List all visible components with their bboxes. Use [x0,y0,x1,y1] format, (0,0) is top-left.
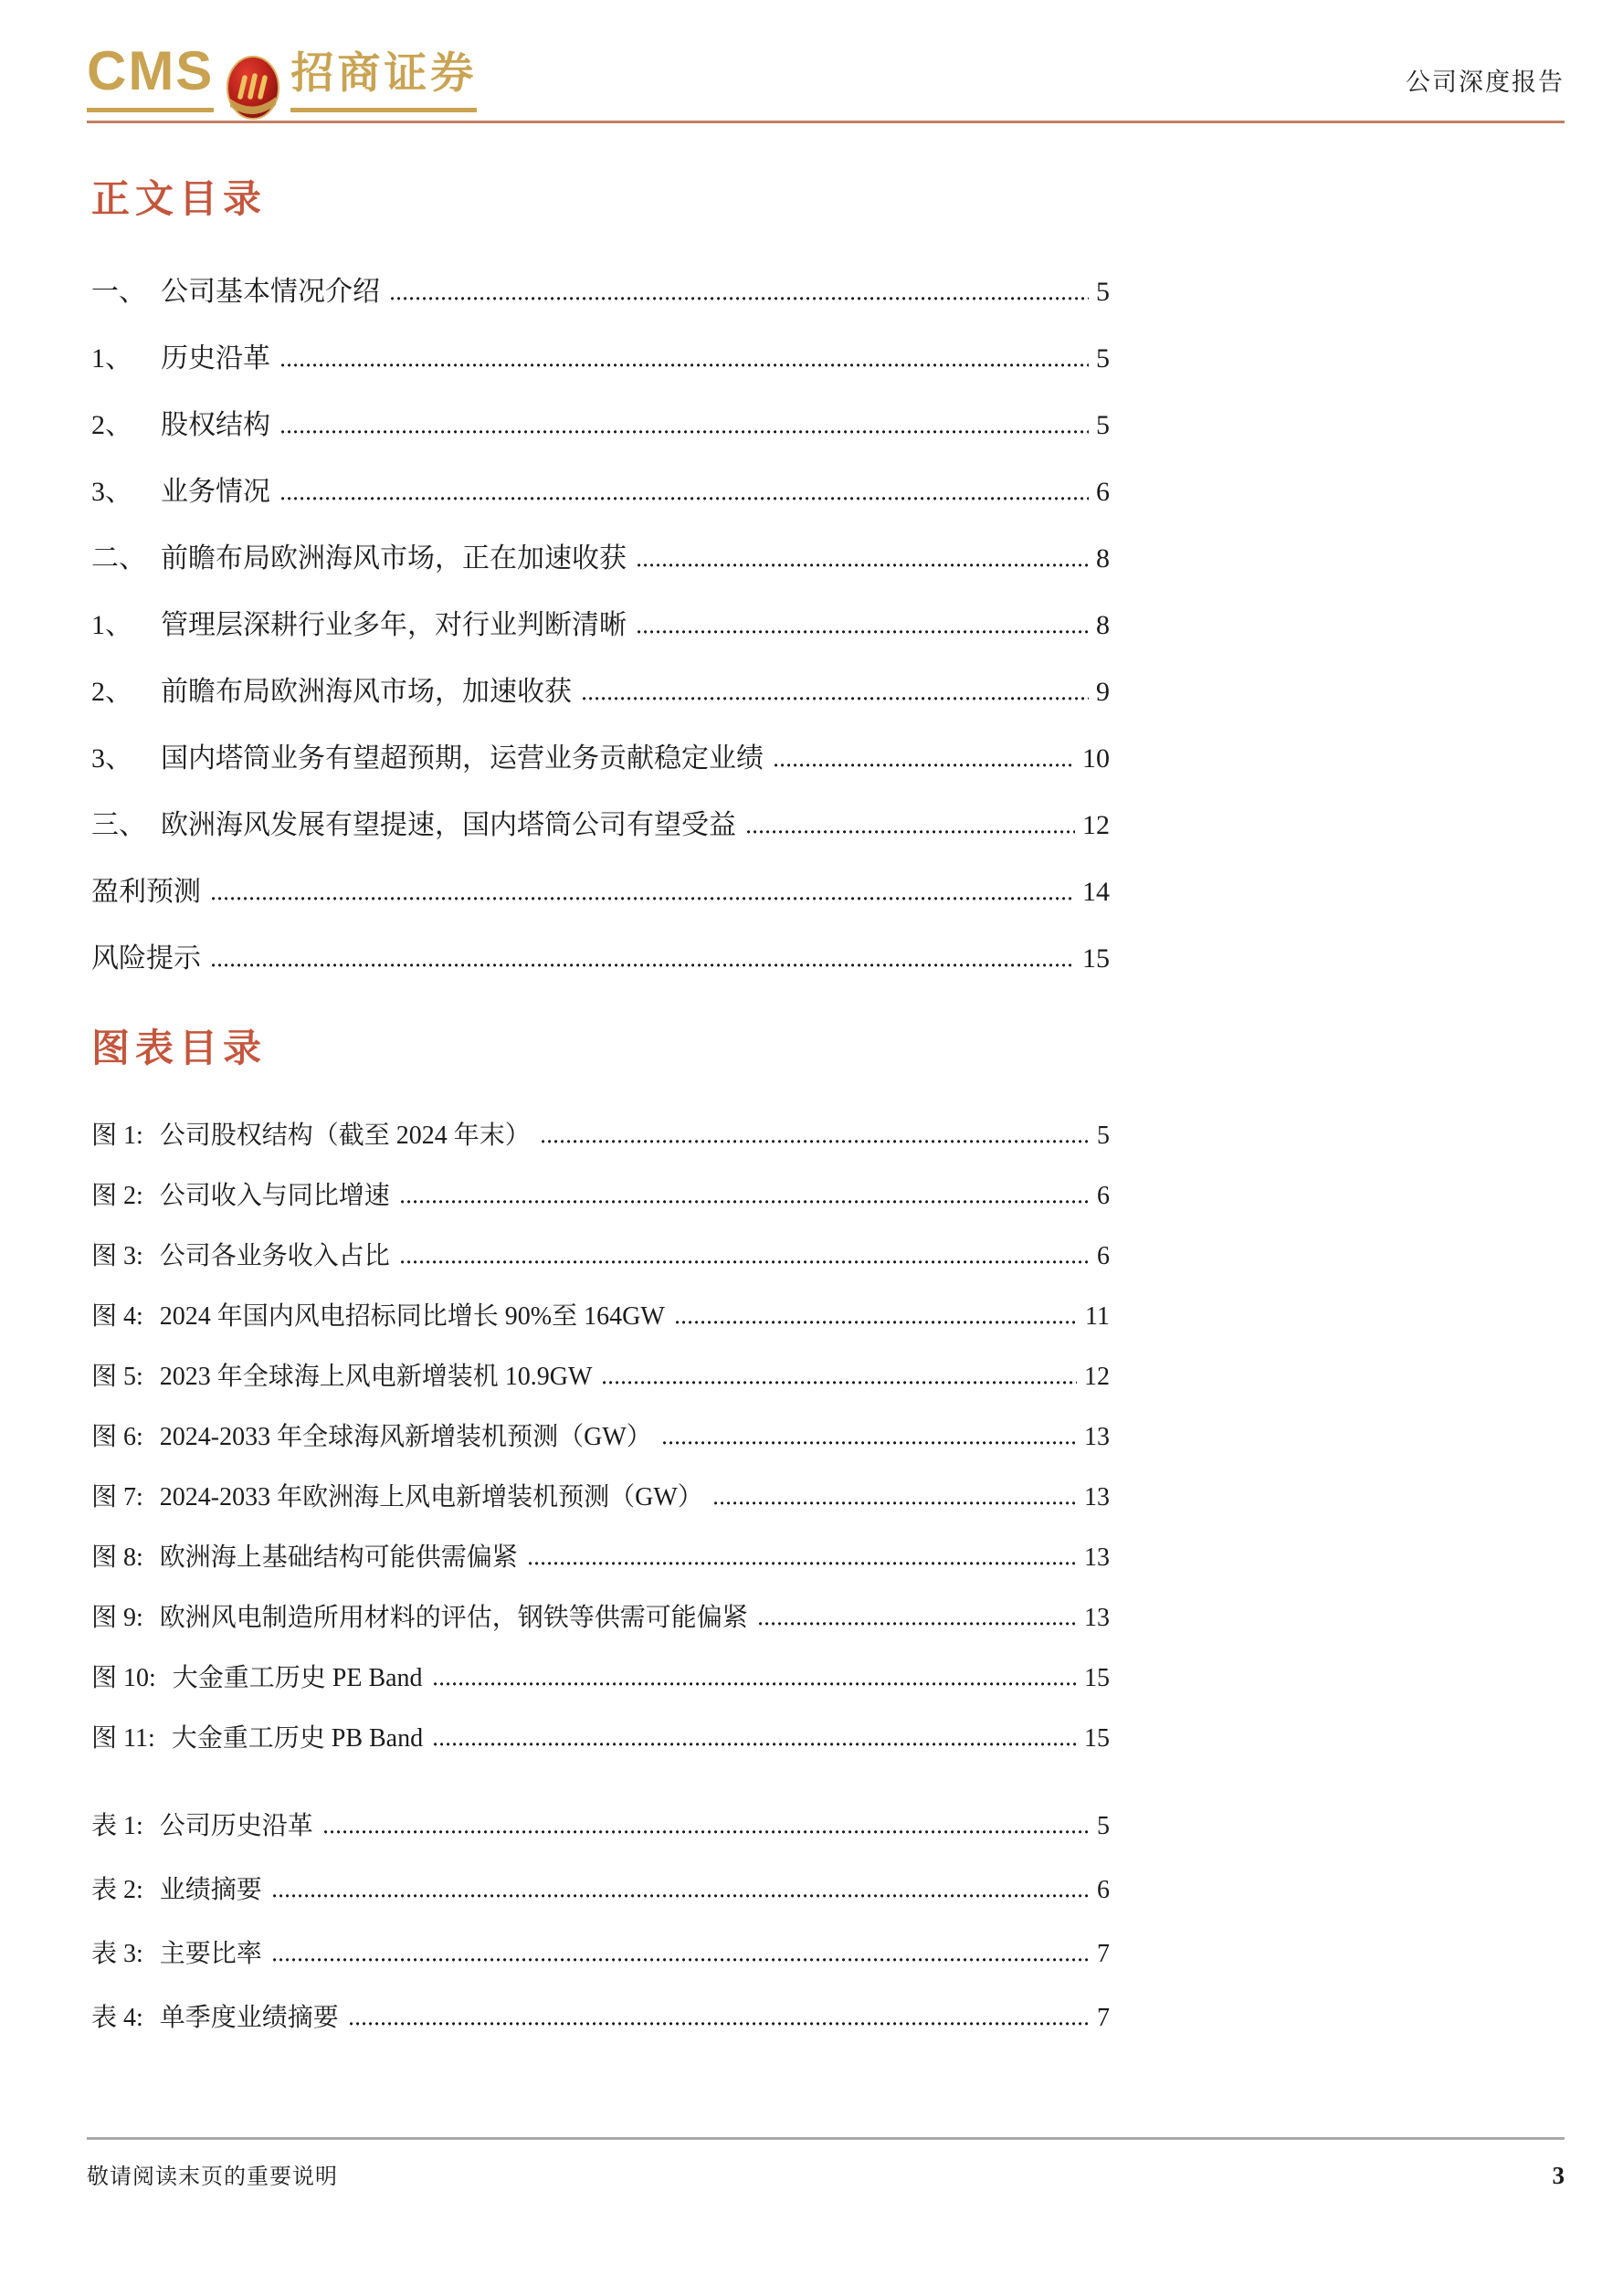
figure-entry[interactable] [91,1301,1110,1331]
dot-leader [747,830,1075,834]
figure-entry[interactable] [91,1482,1110,1511]
dot-leader [401,1200,1090,1204]
entry-number: 3、 [91,743,132,774]
entry-number: 图 8: [91,1543,143,1572]
figures-section-title: 图表目录 [91,1028,268,1071]
entry-page-number: 5 [1097,1811,1110,1840]
entry-page-number: 12 [1084,1362,1110,1391]
entry-number: 图 6: [91,1422,143,1451]
entry-label: 2024-2033 年全球海风新增装机预测（GW） [159,1422,652,1451]
dot-leader [676,1321,1078,1324]
entry-label: 2023 年全球海上风电新增装机 10.9GW [159,1362,593,1391]
footer-page-number: 3 [1552,2162,1565,2189]
entry-number: 2、 [91,677,132,708]
contents-page [91,178,1110,2070]
entry-page-number: 11 [1085,1301,1110,1331]
entry-label: 股权结构 [161,410,270,441]
entry-number: 图 4: [91,1301,143,1331]
entry-label: 业务情况 [161,477,270,508]
entry-label: 公司基本情况介绍 [161,277,380,308]
cms-badge-icon [225,55,281,125]
entry-label: 2024 年国内风电招标同比增长 90%至 164GW [159,1301,665,1331]
dot-leader [273,1958,1090,1962]
table-list [91,1811,1110,2032]
entry-label: 公司股权结构（截至 2024 年末） [159,1121,531,1150]
figure-entry[interactable] [91,1123,1110,1149]
table-entry[interactable] [91,1939,1110,1968]
figure-entry[interactable] [91,1663,1110,1692]
cms-logo-text: CMS [87,44,214,112]
toc-entry[interactable] [91,745,1110,773]
entry-page-number: 8 [1096,543,1110,574]
entry-page-number: 9 [1096,677,1110,708]
entry-number: 2、 [91,410,132,441]
report-type-label: 公司深度报告 [1406,68,1565,96]
entry-label: 前瞻布局欧洲海风市场，加速收获 [161,677,572,708]
toc-section-title: 正文目录 [91,179,268,221]
entry-number: 一、 [91,277,146,308]
dot-leader [638,630,1089,634]
toc-entry[interactable] [91,412,1110,439]
page-footer [87,2137,1565,2190]
dot-leader [759,1622,1077,1626]
entry-number: 图 7: [91,1482,143,1511]
dot-leader [583,697,1089,700]
entry-label: 欧洲风电制造所用材料的评估，钢铁等供需可能偏紧 [159,1603,748,1632]
dot-leader [434,1682,1077,1686]
dot-leader [775,764,1075,767]
entry-page-number: 5 [1096,277,1110,308]
entry-page-number: 7 [1097,2003,1110,2032]
footer-disclaimer: 敬请阅读末页的重要说明 [87,2165,338,2189]
entry-label: 风险提示 [91,943,201,974]
entry-page-number: 5 [1096,343,1110,374]
figure-entry[interactable] [91,1723,1110,1753]
table-entry[interactable] [91,1875,1110,1904]
brand-name-text: 招商证券 [290,53,477,112]
toc-entry[interactable] [91,545,1110,573]
entry-page-number: 5 [1097,1121,1110,1150]
entry-label: 2024-2033 年欧洲海上风电新增装机预测（GW） [159,1482,703,1511]
toc-entry[interactable] [91,479,1110,506]
dot-leader [350,2022,1090,2026]
entry-page-number: 12 [1082,810,1110,841]
entry-page-number: 13 [1084,1543,1110,1572]
figure-list [91,1123,1110,1752]
dot-leader [434,1743,1077,1746]
entry-page-number: 15 [1084,1663,1110,1692]
entry-label: 盈利预测 [91,877,201,908]
entry-page-number: 6 [1096,477,1110,508]
table-entry[interactable] [91,2003,1110,2032]
entry-label: 国内塔筒业务有望超预期，运营业务贡献稳定业绩 [161,743,764,774]
dot-leader [542,1140,1090,1143]
entry-label: 公司历史沿革 [159,1811,313,1840]
dot-leader [663,1441,1077,1445]
entry-number: 图 2: [91,1181,143,1210]
dot-leader [714,1501,1077,1505]
dot-leader [281,363,1089,367]
entry-page-number: 10 [1082,743,1110,774]
toc-entry[interactable] [91,279,1110,306]
entry-page-number: 8 [1096,610,1110,641]
dot-leader [529,1562,1077,1565]
entry-number: 图 1: [91,1121,143,1150]
dot-leader [273,1894,1090,1898]
entry-label: 公司各业务收入占比 [159,1241,390,1270]
dot-leader [603,1381,1077,1385]
entry-label: 欧洲海风发展有望提速，国内塔筒公司有望受益 [161,810,736,841]
toc-entry[interactable] [91,345,1110,373]
dot-leader [212,897,1075,900]
entry-label: 管理层深耕行业多年，对行业判断清晰 [161,610,627,641]
dot-leader [401,1260,1090,1264]
entry-page-number: 13 [1084,1482,1110,1511]
entry-number: 1、 [91,343,132,374]
entry-number: 三、 [91,810,146,841]
toc-list [91,279,1110,973]
entry-page-number: 7 [1097,1939,1110,1968]
entry-page-number: 15 [1084,1723,1110,1753]
dot-leader [324,1830,1090,1834]
entry-label: 大金重工历史 PE Band [172,1663,423,1692]
entry-label: 历史沿革 [161,343,270,374]
cms-logo [87,40,478,112]
entry-label: 主要比率 [159,1939,262,1968]
dot-leader [391,297,1089,300]
entry-page-number: 15 [1082,943,1110,974]
entry-number: 表 1: [91,1811,143,1840]
entry-label: 公司收入与同比增速 [159,1181,390,1210]
entry-number: 表 3: [91,1939,143,1968]
figure-entry[interactable] [91,1181,1110,1210]
header-divider [87,121,1565,123]
toc-entry[interactable] [91,679,1110,706]
dot-leader [281,430,1089,434]
page-header [87,0,1565,123]
entry-label: 前瞻布局欧洲海风市场，正在加速收获 [161,543,627,574]
entry-label: 业绩摘要 [159,1875,262,1904]
entry-number: 图 10: [91,1663,156,1692]
toc-entry[interactable] [91,612,1110,639]
entry-number: 二、 [91,543,146,574]
entry-number: 表 2: [91,1875,143,1904]
entry-page-number: 6 [1097,1181,1110,1210]
figure-entry[interactable] [91,1422,1110,1451]
toc-entry[interactable] [91,812,1110,839]
dot-leader [638,563,1089,567]
dot-leader [281,497,1089,500]
entry-number: 3、 [91,477,132,508]
entry-page-number: 14 [1082,877,1110,908]
figure-entry[interactable] [91,1364,1110,1390]
entry-page-number: 13 [1084,1422,1110,1451]
entry-page-number: 6 [1097,1875,1110,1904]
entry-number: 图 3: [91,1241,143,1270]
figure-entry[interactable] [91,1603,1110,1632]
entry-label: 单季度业绩摘要 [159,2003,339,2032]
entry-label: 大金重工历史 PB Band [171,1723,424,1753]
table-entry[interactable] [91,1811,1110,1840]
figure-entry[interactable] [91,1241,1110,1270]
toc-entry[interactable] [91,945,1110,973]
entry-label: 欧洲海上基础结构可能供需偏紧 [159,1543,518,1572]
entry-page-number: 13 [1084,1603,1110,1632]
toc-entry[interactable] [91,879,1110,906]
entry-number: 1、 [91,610,132,641]
dot-leader [212,964,1075,967]
entry-number: 图 9: [91,1603,143,1632]
figure-entry[interactable] [91,1545,1110,1571]
entry-page-number: 6 [1097,1241,1110,1270]
entry-page-number: 5 [1096,410,1110,441]
entry-number: 图 5: [91,1362,143,1391]
entry-number: 图 11: [91,1723,155,1753]
entry-number: 表 4: [91,2003,143,2032]
